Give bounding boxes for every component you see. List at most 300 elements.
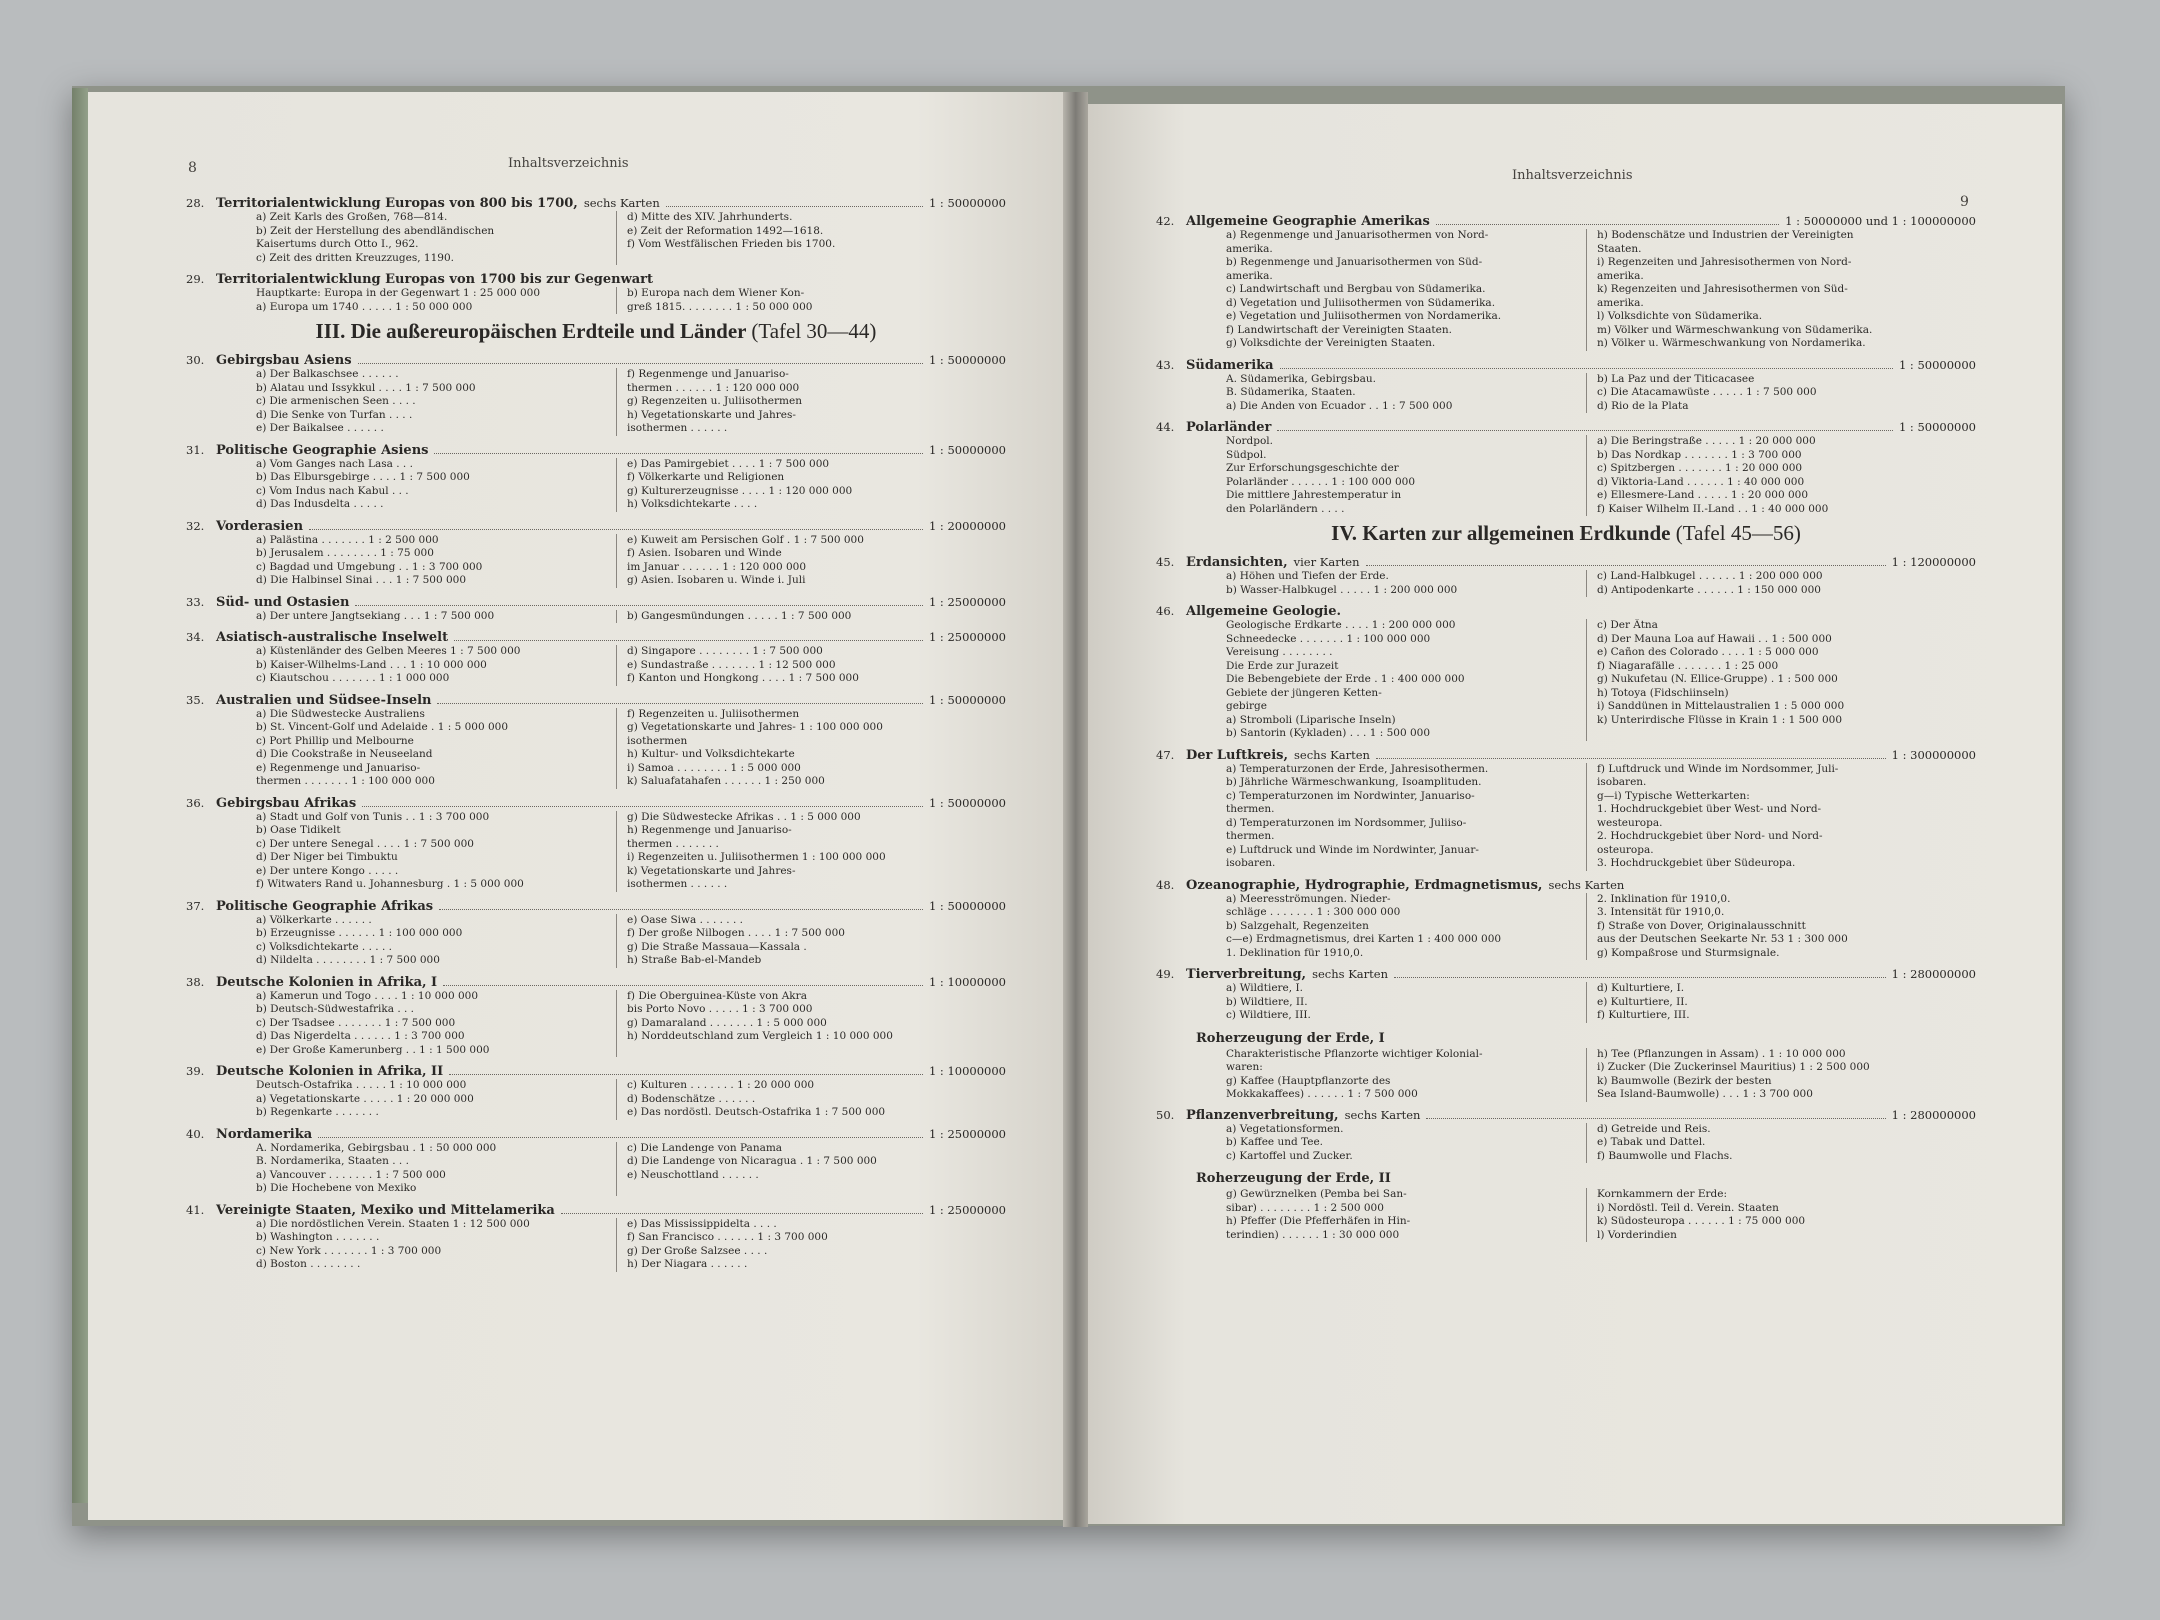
entry-item: g) Regenzeiten u. Juliisothermen (627, 395, 802, 407)
entry-details (1226, 763, 1976, 871)
plate-number: 40. (186, 1126, 205, 1141)
toc-entry (1156, 214, 1976, 351)
entry-item: aus der Deutschen Seekarte Nr. 53 1 : 300 000 (1597, 933, 1848, 945)
dot-leader (1426, 1118, 1885, 1119)
plate-number: 35. (186, 692, 205, 707)
entry-item: b) Regenkarte . . . . . . . (256, 1106, 379, 1118)
entry-item: b) Erzeugnisse . . . . . . 1 : 100 000 000 (256, 927, 463, 939)
entry-column (1586, 893, 1976, 961)
entry-item: Die mittlere Jahrestemperatur in (1226, 489, 1402, 501)
entry-title-line (186, 519, 1006, 534)
dot-leader (1277, 430, 1893, 431)
toc-entry (186, 899, 1006, 968)
plate-title: Nordamerika (216, 1126, 313, 1142)
entry-item: d) Nildelta . . . . . . . . 1 : 7 500 000 (256, 954, 440, 966)
entry-item: e) Sundastraße . . . . . . . 1 : 12 500 000 (627, 658, 836, 671)
plate-title: Allgemeine Geographie Amerikas (1186, 214, 1430, 229)
entry-item: b) Gangesmündungen . . . . . 1 : 7 500 000 (627, 609, 852, 622)
entry-item: Polarländer . . . . . . 1 : 100 000 000 (1226, 475, 1416, 488)
plate-title: Asiatisch-australische Inselwelt (216, 630, 449, 645)
entry-item: c) Bagdad und Umgebung . . 1 : 3 700 000 (256, 560, 483, 573)
roherzeugung-i-body (1226, 1048, 1976, 1102)
entry-item: e) Oase Siwa . . . . . . . (627, 913, 743, 926)
entry-item: k) Baumwolle (Bezirk der besten (1597, 1074, 1772, 1087)
plate-scale: 1 : 280000000 (1891, 1107, 1976, 1122)
entry-title-line (1156, 604, 1976, 619)
toc-entry (1156, 878, 1976, 961)
entry-item: d) Die Senke von Turfan . . . . (256, 408, 413, 421)
plate-title: Politische Geographie Asiens (216, 442, 429, 458)
entry-item: f) Straße von Dover, Originalausschnitt (1597, 919, 1806, 932)
entry-title-line (1156, 555, 1976, 570)
right-entries-b (1156, 555, 1976, 1023)
entry-item: d) Die Landenge von Nicaragua . 1 : 7 500 000 (627, 1155, 877, 1167)
plate-number: 50. (1156, 1107, 1175, 1122)
plate-title: Polarländer (1186, 420, 1272, 435)
entry-item: a) Wildtiere, I. (1226, 982, 1303, 994)
dot-leader (437, 703, 922, 704)
entry-item: b) Regenmenge und Januarisothermen von Süd- (1226, 256, 1483, 268)
entry-column (616, 708, 1006, 789)
dot-leader (449, 1074, 923, 1075)
book-gutter (1063, 92, 1088, 1527)
entry-item: c) Temperaturzonen im Nordwinter, Januariso- (1226, 789, 1475, 802)
entry-item: e) Das Pamirgebiet . . . . 1 : 7 500 000 (627, 457, 830, 470)
entry-item: e) Tabak und Dattel. (1597, 1136, 1706, 1148)
entry-title-line (1156, 748, 1976, 763)
plate-scale: 1 : 50000000 (928, 353, 1006, 367)
plate-scale: 1 : 10000000 (928, 1064, 1006, 1078)
toc-entry (186, 196, 1006, 265)
entry-column (1226, 229, 1586, 351)
entry-item: greß 1815. . . . . . . . 1 : 50 000 000 (627, 300, 813, 313)
left-entries-b (186, 353, 1006, 1272)
entry-column (256, 211, 616, 265)
entry-item: i) Nordöstl. Teil d. Verein. Staaten (1597, 1201, 1779, 1214)
entry-title-line (186, 1064, 1006, 1079)
plate-title: Erdansichten, (1186, 555, 1288, 570)
entry-column (616, 1142, 1006, 1196)
toc-entry (186, 595, 1006, 624)
plate-title: Südamerika (1186, 357, 1274, 373)
plate-title: Pflanzenverbreitung, (1186, 1107, 1339, 1123)
entry-item: h) Vegetationskarte und Jahres- (627, 408, 796, 421)
entry-item: e) Luftdruck und Winde im Nordwinter, Januar- (1226, 843, 1479, 856)
section-title: IV. Karten zur allgemeinen Erdkunde (1331, 521, 1671, 545)
entry-item: B. Südamerika, Staaten. (1226, 386, 1356, 398)
entry-item: c) Port Phillip und Melbourne (256, 734, 414, 747)
toc-entry (186, 1127, 1006, 1196)
plate-number: 46. (1156, 604, 1175, 618)
entry-item: c) Kiautschou . . . . . . . 1 : 1 000 000 (256, 672, 450, 684)
entry-item: b) St. Vincent-Golf und Adelaide . 1 : 5 000 000 (256, 721, 509, 733)
entry-item: a) Die Südwestecke Australiens (256, 707, 425, 720)
entry-item: Deutsch-Ostafrika . . . . . 1 : 10 000 000 (256, 1079, 467, 1091)
entry-item: g—i) Typische Wetterkarten: (1597, 789, 1750, 802)
entry-item: isothermen . . . . . . (627, 878, 728, 890)
entry-item: thermen . . . . . . . (627, 837, 719, 850)
entry-item: c) Kartoffel und Zucker. (1226, 1149, 1353, 1162)
entry-item: c) Die Landenge von Panama (627, 1141, 783, 1154)
dot-leader (309, 529, 923, 530)
entry-item: Geologische Erdkarte . . . . 1 : 200 000 000 (1226, 619, 1456, 631)
plate-scale: 1 : 50000000 und 1 : 100000000 (1785, 214, 1976, 228)
entry-details (256, 534, 1006, 588)
entry-item: b) Oase Tidikelt (256, 824, 341, 836)
entry-item: c) Die armenischen Seen . . . . (256, 395, 416, 407)
entry-item: 2. Hochdruckgebiet über Nord- und Nord- (1597, 830, 1823, 842)
entry-item: c) New York . . . . . . . 1 : 3 700 000 (256, 1244, 442, 1257)
entry-item: e) Kuweit am Persischen Golf . 1 : 7 500 000 (627, 533, 864, 546)
entry-item: k) Unterirdische Flüsse in Krain 1 : 1 500 000 (1597, 713, 1843, 726)
toc-entry (186, 443, 1006, 512)
entry-item: amerika. (1226, 269, 1273, 282)
entry-item: c) Der Tsadsee . . . . . . . 1 : 7 500 000 (256, 1016, 456, 1029)
entry-item: den Polarländern . . . . (1226, 502, 1345, 515)
dot-leader (358, 363, 923, 364)
plate-scale: 1 : 25000000 (928, 1202, 1006, 1217)
entry-title-line (186, 1203, 1006, 1218)
entry-column (1226, 373, 1586, 414)
entry-details (1226, 619, 1976, 741)
entry-details (256, 645, 1006, 686)
entry-item: d) Bodenschätze . . . . . . (627, 1092, 756, 1105)
plate-scale: 1 : 25000000 (928, 594, 1006, 609)
entry-item: 1. Hochdruckgebiet über West- und Nord- (1597, 803, 1822, 815)
entry-item: g) Nukufetau (N. Ellice-Gruppe) . 1 : 500 000 (1597, 673, 1838, 685)
entry-item: b) Santorin (Kykladen) . . . 1 : 500 000 (1226, 727, 1431, 739)
entry-item: g) Die Südwestecke Afrikas . . 1 : 5 000 000 (627, 810, 861, 823)
entry-item: f) San Francisco . . . . . . 1 : 3 700 000 (627, 1231, 828, 1243)
entry-item: f) Der große Nilbogen . . . . 1 : 7 500 000 (627, 927, 845, 939)
entry-column (616, 1079, 1006, 1120)
toc-entry (186, 1064, 1006, 1120)
entry-details (256, 914, 1006, 968)
plate-map-count: sechs Karten (583, 196, 660, 210)
entry-column (256, 610, 616, 624)
entry-item: b) Europa nach dem Wiener Kon- (627, 287, 805, 299)
entry-item: thermen. (1226, 830, 1275, 842)
entry-item: 1. Deklination für 1910,0. (1226, 946, 1364, 959)
entry-column (1226, 763, 1586, 871)
entry-item: g) Die Straße Massaua—Kassala . (627, 940, 807, 953)
entry-item: f) Kulturtiere, III. (1597, 1009, 1690, 1021)
entry-item: sibar) . . . . . . . . 1 : 2 500 000 (1226, 1201, 1384, 1214)
entry-item: 3. Hochdruckgebiet über Südeuropa. (1597, 857, 1796, 869)
entry-item: thermen . . . . . . . 1 : 100 000 000 (256, 775, 435, 787)
plate-scale: 1 : 280000000 (1891, 967, 1976, 981)
entry-item: Gebiete der jüngeren Ketten- (1226, 686, 1382, 699)
entry-item: isobaren. (1226, 857, 1276, 869)
dot-leader (561, 1213, 923, 1214)
toc-entry (1156, 748, 1976, 871)
entry-item: c) Zeit des dritten Kreuzzuges, 1190. (256, 251, 454, 264)
entry-item: a) Zeit Karls des Großen, 768—814. (256, 211, 448, 223)
toc-entry (1156, 1108, 1976, 1164)
entry-item: a) Die Anden von Ecuador . . 1 : 7 500 000 (1226, 399, 1453, 412)
entry-item: b) Kaiser-Wilhelms-Land . . . 1 : 10 000 000 (256, 658, 487, 671)
plate-number: 47. (1156, 747, 1175, 762)
entry-item: h) Volksdichtekarte . . . . (627, 498, 758, 510)
plate-map-count: vier Karten (1293, 555, 1360, 569)
plate-scale: 1 : 120000000 (1891, 555, 1976, 569)
dot-leader (439, 909, 923, 910)
entry-column (616, 645, 1006, 686)
entry-title-line (186, 899, 1006, 914)
entry-item: h) Straße Bab-el-Mandeb (627, 954, 762, 966)
plate-scale: 1 : 25000000 (928, 1126, 1006, 1141)
entry-item: g) Asien. Isobaren u. Winde i. Juli (627, 574, 806, 586)
entry-item: Kornkammern der Erde: (1597, 1188, 1727, 1200)
entry-details (256, 287, 1006, 314)
plate-number: 29. (186, 272, 205, 286)
entry-item: a) Regenmenge und Januarisothermen von Nord- (1226, 229, 1489, 241)
entry-item: b) Zeit der Herstellung des abendländischen (256, 224, 495, 237)
entry-item: h) Der Niagara . . . . . . (627, 1258, 748, 1270)
section-heading-iii (186, 319, 1006, 343)
entry-details (1226, 229, 1976, 351)
dot-leader (318, 1137, 923, 1138)
entry-column (1226, 1188, 1586, 1242)
entry-item: Die Erde zur Jurazeit (1226, 659, 1339, 672)
entry-item: e) Regenmenge und Januariso- (256, 761, 421, 774)
plate-scale: 1 : 50000000 (928, 795, 1006, 810)
entry-details (256, 811, 1006, 892)
toc-entry (186, 353, 1006, 436)
plate-number: 32. (186, 518, 205, 533)
entry-column (256, 645, 616, 686)
entry-item: e) Neuschottland . . . . . . (627, 1168, 759, 1181)
entry-item: amerika. (1597, 269, 1644, 282)
entry-item: c) Der untere Senegal . . . . 1 : 7 500 000 (256, 837, 474, 850)
toc-entry (1156, 358, 1976, 414)
entry-item: c) Volksdichtekarte . . . . . (256, 940, 392, 953)
entry-column (1586, 619, 1976, 741)
entry-title-line (186, 796, 1006, 811)
entry-column (1586, 435, 1976, 516)
entry-item: Vereisung . . . . . . . . (1226, 646, 1333, 658)
plate-scale: 1 : 50000000 (928, 442, 1006, 457)
section-heading-iv (1156, 521, 1976, 545)
entry-title-line (1156, 967, 1976, 982)
entry-details (256, 610, 1006, 624)
entry-item: g) Volksdichte der Vereinigten Staaten. (1226, 337, 1436, 349)
subheading-roherzeugung-i: Roherzeugung der Erde, I (1196, 1030, 1385, 1046)
dot-leader (362, 806, 923, 807)
plate-map-count: sechs Karten (1548, 877, 1625, 892)
subheading-roherzeugung-ii: Roherzeugung der Erde, II (1196, 1171, 1391, 1186)
entry-item: B. Nordamerika, Staaten . . . (256, 1155, 409, 1167)
plate-map-count: sechs Karten (1312, 967, 1388, 981)
entry-item: g) Kulturerzeugnisse . . . . 1 : 120 000 000 (627, 484, 853, 497)
entry-item: A. Nordamerika, Gebirgsbau . 1 : 50 000 000 (256, 1141, 497, 1154)
entry-item: d) Viktoria-Land . . . . . . 1 : 40 000 000 (1597, 475, 1805, 488)
entry-item: b) Alatau und Issykkul . . . . 1 : 7 500 000 (256, 381, 476, 394)
plate-title: Deutsche Kolonien in Afrika, I (216, 974, 438, 990)
entry-item: b) Wildtiere, II. (1226, 995, 1308, 1008)
dot-leader (443, 985, 923, 986)
entry-title-line (1156, 214, 1976, 229)
plate-scale: 1 : 10000000 (928, 974, 1006, 989)
plate-number: 31. (186, 442, 205, 457)
plate-title: Tierverbreitung, (1186, 967, 1307, 982)
entry-item: Sea Island-Baumwolle) . . . 1 : 3 700 000 (1597, 1088, 1813, 1100)
entry-column (1586, 570, 1976, 597)
dot-leader (1436, 224, 1779, 225)
entry-item: a) Die nordöstlichen Verein. Staaten 1 : 12 500 000 (256, 1217, 530, 1230)
entry-item: e) Das Mississippidelta . . . . (627, 1217, 777, 1230)
entry-item: amerika. (1226, 242, 1273, 255)
plate-title: Australien und Südsee-Inseln (216, 692, 432, 708)
entry-item: c) Vom Indus nach Kabul . . . (256, 484, 409, 497)
entry-column (256, 368, 616, 436)
dot-leader (355, 605, 923, 606)
entry-column (256, 1079, 616, 1120)
plate-scale: 1 : 50000000 (928, 692, 1006, 707)
entry-item: im Januar . . . . . . 1 : 120 000 000 (627, 560, 807, 573)
entry-item: Südpol. (1226, 448, 1267, 461)
entry-item: a) Völkerkarte . . . . . . (256, 913, 372, 926)
entry-column (1586, 1188, 1976, 1242)
entry-details (1226, 435, 1976, 516)
entry-title-line (1156, 358, 1976, 373)
entry-item: g) Gewürznelken (Pemba bei San- (1226, 1188, 1407, 1200)
entry-item: h) Tee (Pflanzungen in Assam) . 1 : 10 000 000 (1597, 1047, 1846, 1060)
entry-item: f) Witwaters Rand u. Johannesburg . 1 : 5 000 000 (256, 878, 524, 890)
entry-item: b) Kaffee und Tee. (1226, 1136, 1324, 1148)
plate-title: Territorialentwicklung Europas von 1700 bis zur Gegenwart (216, 272, 654, 287)
entry-column (1586, 1048, 1976, 1102)
entry-item: d) Der Niger bei Timbuktu (256, 851, 398, 863)
entry-column (256, 458, 616, 512)
entry-details (256, 1218, 1006, 1272)
entry-item: waren: (1226, 1061, 1263, 1073)
entry-column (256, 1218, 616, 1272)
entry-item: d) Temperaturzonen im Nordsommer, Juliiso- (1226, 816, 1467, 829)
entry-item: c) Die Atacamawüste . . . . . 1 : 7 500 000 (1597, 386, 1817, 398)
entry-details (1226, 1123, 1976, 1164)
entry-item: a) Europa um 1740 . . . . . 1 : 50 000 000 (256, 300, 473, 313)
entry-item: Die Bebengebiete der Erde . 1 : 400 000 000 (1226, 673, 1465, 685)
entry-item: a) Vom Ganges nach Lasa . . . (256, 457, 413, 470)
entry-item: schläge . . . . . . . 1 : 300 000 000 (1226, 906, 1401, 918)
plate-number: 28. (186, 196, 205, 210)
plate-number: 48. (1156, 877, 1175, 892)
entry-item: e) Ellesmere-Land . . . . . 1 : 20 000 000 (1597, 489, 1809, 501)
entry-column (1226, 435, 1586, 516)
entry-item: d) Rio de la Plata (1597, 399, 1689, 412)
left-page-header: Inhaltsverzeichnis (508, 156, 629, 171)
plate-number: 49. (1156, 967, 1175, 981)
entry-column (616, 914, 1006, 968)
plate-title: Vorderasien (216, 518, 304, 534)
entry-item: b) Deutsch-Südwestafrika . . . (256, 1003, 415, 1015)
entry-item: b) Washington . . . . . . . (256, 1231, 380, 1243)
plate-title: Der Luftkreis, (1186, 747, 1289, 763)
entry-item: a) Stromboli (Liparische Inseln) (1226, 713, 1396, 726)
entry-title-line (1156, 1108, 1976, 1123)
entry-item: f) Völkerkarte und Religionen (627, 471, 785, 483)
entry-item: k) Regenzeiten und Jahresisothermen von Süd- (1597, 283, 1848, 295)
entry-item: f) Kaiser Wilhelm II.-Land . . 1 : 40 000 000 (1597, 502, 1829, 515)
entry-column (1226, 893, 1586, 961)
entry-item: h) Totoya (Fidschiinseln) (1597, 686, 1729, 699)
entry-item: b) Das Elbursgebirge . . . . 1 : 7 500 000 (256, 471, 470, 483)
entry-details (1226, 373, 1976, 414)
entry-item: f) Asien. Isobaren und Winde (627, 547, 782, 559)
entry-column (616, 610, 1006, 624)
entry-details (256, 708, 1006, 789)
entry-item: e) Vegetation und Juliisothermen von Nordamerika. (1226, 310, 1502, 322)
section-plates: (Tafel 45—56) (1675, 521, 1801, 545)
entry-column (1226, 982, 1586, 1023)
entry-item: isothermen (627, 734, 688, 747)
entry-item: l) Volksdichte von Südamerika. (1597, 310, 1763, 322)
entry-item: b) Jährliche Wärmeschwankung, Isoamplituden. (1226, 776, 1482, 788)
entry-title-line (186, 272, 1006, 287)
entry-column (256, 811, 616, 892)
entry-title-line (186, 975, 1006, 990)
entry-item: A. Südamerika, Gebirgsbau. (1226, 372, 1376, 385)
entry-item: i) Regenzeiten und Jahresisothermen von Nord- (1597, 256, 1852, 268)
entry-title-line (186, 1127, 1006, 1142)
entry-title-line (186, 693, 1006, 708)
plate-number: 33. (186, 594, 205, 609)
entry-column (1226, 570, 1586, 597)
entry-item: d) Boston . . . . . . . . (256, 1258, 361, 1270)
entry-item: a) Stadt und Golf von Tunis . . 1 : 3 700 000 (256, 810, 490, 823)
entry-item: b) Die Hochebene von Mexiko (256, 1182, 417, 1194)
entry-item: thermen. (1226, 803, 1275, 815)
entry-item: f) Landwirtschaft der Vereinigten Staaten. (1226, 323, 1452, 336)
entry-item: c—e) Erdmagnetismus, drei Karten 1 : 400 000 000 (1226, 933, 1502, 945)
entry-item: a) Die Beringstraße . . . . . 1 : 20 000 000 (1597, 435, 1816, 447)
entry-item: a) Meeresströmungen. Nieder- (1226, 892, 1391, 905)
entry-item: g) Der Große Salzsee . . . . (627, 1244, 768, 1257)
toc-entry (1156, 555, 1976, 597)
entry-column (616, 458, 1006, 512)
entry-item: b) La Paz und der Titicacasee (1597, 372, 1755, 385)
entry-item: e) Der Große Kamerunberg . . 1 : 1 500 000 (256, 1043, 490, 1056)
roherzeugung-ii-body (1226, 1188, 1976, 1242)
right-page (1088, 104, 2062, 1524)
entry-title-line (186, 443, 1006, 458)
entry-column (256, 1142, 616, 1196)
entry-item: Zur Erforschungsgeschichte der (1226, 462, 1399, 474)
entry-item: i) Samoa . . . . . . . . 1 : 5 000 000 (627, 761, 801, 774)
plate-scale: 1 : 50000000 (1898, 357, 1976, 372)
entry-column (616, 534, 1006, 588)
entry-item: c) Der Ätna (1597, 619, 1658, 631)
entry-item: terindien) . . . . . . 1 : 30 000 000 (1226, 1228, 1400, 1241)
entry-item: c) Land-Halbkugel . . . . . . 1 : 200 000 000 (1597, 570, 1823, 582)
entry-item: b) Das Nordkap . . . . . . . 1 : 3 700 000 (1597, 448, 1802, 461)
plate-scale: 1 : 300000000 (1891, 747, 1976, 762)
entry-item: g) Vegetationskarte und Jahres- 1 : 100 000 000 (627, 721, 883, 733)
left-page (88, 92, 1063, 1520)
plate-number: 42. (1156, 214, 1175, 228)
entry-title-line (186, 196, 1006, 211)
plate-scale: 1 : 50000000 (1898, 420, 1976, 434)
entry-item: f) Regenzeiten u. Juliisothermen (627, 707, 800, 720)
entry-column (256, 990, 616, 1058)
toc-entry (186, 1203, 1006, 1272)
toc-entry (186, 630, 1006, 686)
entry-item: 3. Intensität für 1910,0. (1597, 906, 1725, 918)
entry-column (616, 368, 1006, 436)
plate-title: Süd- und Ostasien (216, 594, 350, 610)
entry-column (1586, 229, 1976, 351)
